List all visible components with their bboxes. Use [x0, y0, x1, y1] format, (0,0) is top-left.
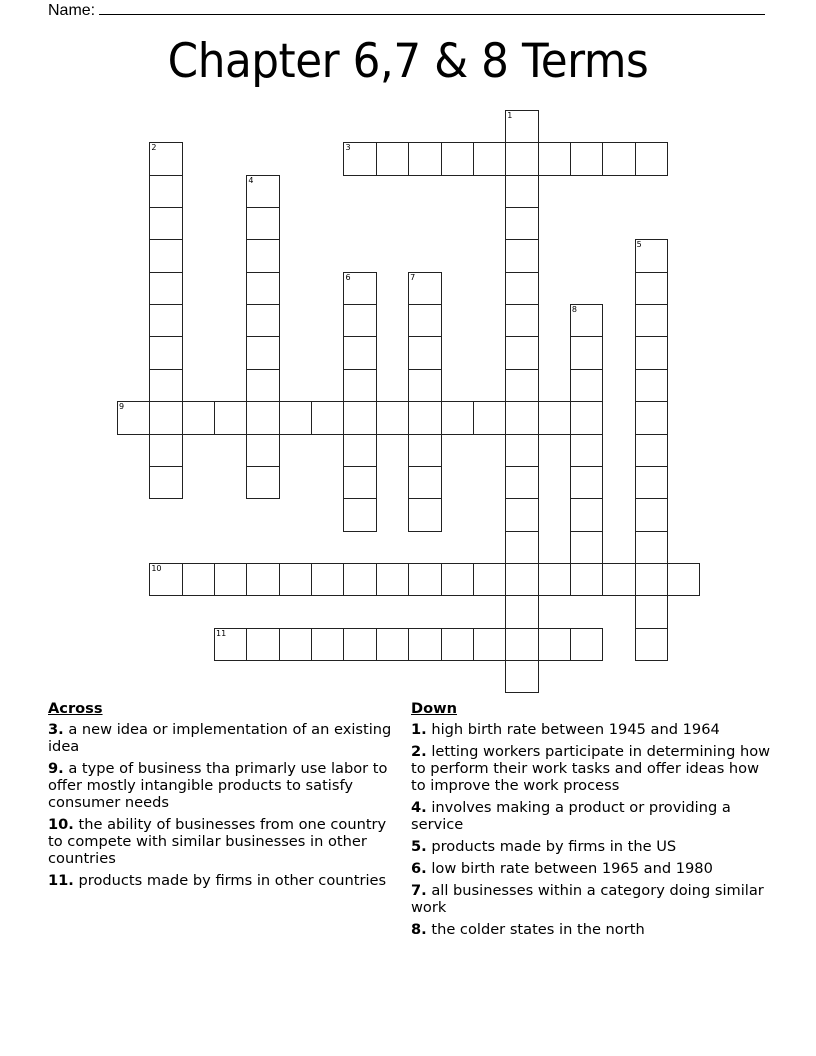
clue-number: 8.: [411, 921, 427, 938]
crossword-cell[interactable]: [505, 239, 538, 272]
crossword-cell[interactable]: [343, 336, 376, 369]
crossword-cell[interactable]: [343, 142, 376, 175]
clue-across-9: [48, 760, 398, 811]
crossword-cell[interactable]: [570, 498, 603, 531]
crossword-cell[interactable]: [635, 142, 668, 175]
clue-down-5: [411, 838, 771, 855]
clue-text: products made by firms in other countries: [73, 872, 387, 889]
crossword-cell[interactable]: [635, 531, 668, 564]
clue-text: a type of business tha primarly use labor to offer mostly intangible products to satisfy consumer needs: [48, 760, 388, 811]
clue-number: 9.: [48, 760, 64, 777]
crossword-cell[interactable]: [376, 628, 409, 661]
clue-across-10: [48, 816, 398, 867]
crossword-cell[interactable]: [505, 660, 538, 693]
down-clues: [411, 700, 771, 943]
crossword-cell[interactable]: [635, 401, 668, 434]
crossword-cell[interactable]: [667, 563, 700, 596]
clue-text: low birth rate between 1965 and 1980: [426, 860, 713, 877]
clue-across-11: [48, 872, 398, 889]
crossword-cell[interactable]: [343, 498, 376, 531]
crossword-cell[interactable]: [505, 466, 538, 499]
crossword-cell[interactable]: [246, 401, 279, 434]
crossword-cell[interactable]: [376, 142, 409, 175]
clue-number: 3.: [48, 721, 64, 738]
clue-number: 2.: [411, 743, 427, 760]
cell-number: 4: [248, 175, 254, 185]
crossword-cell[interactable]: [570, 531, 603, 564]
crossword-cell[interactable]: [343, 369, 376, 402]
crossword-cell[interactable]: [635, 563, 668, 596]
crossword-cell[interactable]: [635, 595, 668, 628]
crossword-cell[interactable]: [343, 304, 376, 337]
crossword-cell[interactable]: [246, 563, 279, 596]
crossword-cell[interactable]: [149, 304, 182, 337]
crossword-cell[interactable]: [246, 207, 279, 240]
clue-down-4: [411, 799, 771, 833]
crossword-cell[interactable]: [149, 369, 182, 402]
crossword-cell[interactable]: [343, 628, 376, 661]
crossword-cell[interactable]: [408, 272, 441, 305]
crossword-cell[interactable]: [570, 401, 603, 434]
crossword-cell[interactable]: [149, 401, 182, 434]
crossword-cell[interactable]: [279, 563, 312, 596]
crossword-cell[interactable]: [246, 304, 279, 337]
crossword-cell[interactable]: [570, 304, 603, 337]
cell-number: 8: [571, 305, 577, 315]
crossword-cell[interactable]: [473, 563, 506, 596]
clue-down-1: [411, 721, 771, 738]
crossword-cell[interactable]: [311, 563, 344, 596]
clue-down-2: [411, 743, 771, 794]
cell-number: 1: [507, 111, 513, 120]
crossword-cell[interactable]: [343, 466, 376, 499]
crossword-cell[interactable]: [246, 336, 279, 369]
crossword-cell[interactable]: [246, 272, 279, 305]
crossword-cell[interactable]: [635, 434, 668, 467]
crossword-cell[interactable]: [538, 628, 571, 661]
crossword-cell[interactable]: [246, 434, 279, 467]
across-clues: [48, 700, 398, 894]
crossword-cell[interactable]: [635, 628, 668, 661]
crossword-cell[interactable]: [505, 110, 538, 143]
page-title: Chapter 6,7 & 8 Terms: [167, 34, 649, 89]
crossword-cell[interactable]: [505, 369, 538, 402]
clue-number: 7.: [411, 882, 427, 899]
clue-number: 6.: [411, 860, 427, 877]
crossword-cell[interactable]: [408, 498, 441, 531]
crossword-cell[interactable]: [570, 563, 603, 596]
clue-text: a new idea or implementation of an existing idea: [48, 721, 392, 755]
crossword-cell[interactable]: [473, 142, 506, 175]
crossword-cell[interactable]: [279, 628, 312, 661]
crossword-cell[interactable]: [246, 628, 279, 661]
clue-text: involves making a product or providing a service: [411, 799, 731, 833]
crossword-cell[interactable]: [538, 401, 571, 434]
clue-text: the ability of businesses from one country to compete with similar businesses in other countries: [48, 816, 387, 867]
clue-across-3: [48, 721, 398, 755]
crossword-cell[interactable]: [441, 628, 474, 661]
crossword-cell[interactable]: [505, 304, 538, 337]
cell-number: 7: [410, 272, 416, 282]
crossword-cell[interactable]: [376, 401, 409, 434]
crossword-cell[interactable]: [570, 466, 603, 499]
crossword-cell[interactable]: [538, 563, 571, 596]
clue-number: 10.: [48, 816, 74, 833]
crossword-cell[interactable]: [408, 466, 441, 499]
across-heading: Across: [48, 700, 103, 717]
crossword-cell[interactable]: [279, 401, 312, 434]
crossword-cell[interactable]: [408, 563, 441, 596]
clue-down-6: [411, 860, 771, 877]
crossword-cell[interactable]: [311, 628, 344, 661]
cell-number: 3: [345, 143, 351, 153]
cell-number: 11: [216, 628, 227, 638]
crossword-cell[interactable]: [214, 563, 247, 596]
crossword-cell[interactable]: [408, 628, 441, 661]
clue-down-7: [411, 882, 771, 916]
crossword-cell[interactable]: [570, 336, 603, 369]
crossword-cell[interactable]: [505, 401, 538, 434]
crossword-cell[interactable]: [214, 628, 247, 661]
crossword-cell[interactable]: [441, 563, 474, 596]
crossword-cell[interactable]: [635, 304, 668, 337]
crossword-cell[interactable]: [441, 401, 474, 434]
crossword-cell[interactable]: [505, 272, 538, 305]
crossword-cell[interactable]: [505, 142, 538, 175]
crossword-cell[interactable]: [473, 401, 506, 434]
crossword-cell[interactable]: [343, 434, 376, 467]
crossword-cell[interactable]: [343, 401, 376, 434]
crossword-cell[interactable]: [635, 239, 668, 272]
cell-number: 10: [151, 563, 162, 573]
crossword-cell[interactable]: [505, 175, 538, 208]
crossword-cell[interactable]: [408, 336, 441, 369]
clue-down-8: [411, 921, 771, 938]
crossword-cell[interactable]: [149, 563, 182, 596]
cell-number: 2: [151, 143, 157, 153]
crossword-cell[interactable]: [149, 239, 182, 272]
cell-number: 6: [345, 272, 351, 282]
crossword-cell[interactable]: [441, 142, 474, 175]
clue-number: 4.: [411, 799, 427, 816]
crossword-cell[interactable]: [343, 563, 376, 596]
clue-number: 1.: [411, 721, 427, 738]
clue-text: letting workers participate in determining how to perform their work tasks and offer ideas how to improve the work process: [411, 743, 771, 794]
crossword-cell[interactable]: [376, 563, 409, 596]
crossword-cell[interactable]: [505, 207, 538, 240]
crossword-cell[interactable]: [246, 239, 279, 272]
crossword-cell[interactable]: [408, 434, 441, 467]
clue-text: products made by firms in the US: [426, 838, 677, 855]
crossword-cell[interactable]: [505, 336, 538, 369]
crossword-cell[interactable]: [635, 498, 668, 531]
clue-text: all businesses within a category doing similar work: [411, 882, 764, 916]
crossword-cell[interactable]: [570, 434, 603, 467]
crossword-cell[interactable]: [246, 466, 279, 499]
crossword-cell[interactable]: [246, 175, 279, 208]
crossword-cell[interactable]: [149, 272, 182, 305]
crossword-cell[interactable]: [408, 142, 441, 175]
crossword-cell[interactable]: [343, 272, 376, 305]
crossword-cell[interactable]: [408, 401, 441, 434]
crossword-cell[interactable]: [570, 369, 603, 402]
cell-number: 5: [636, 240, 642, 250]
crossword-cell[interactable]: [505, 434, 538, 467]
crossword-cell[interactable]: [149, 434, 182, 467]
crossword-cell[interactable]: [635, 369, 668, 402]
crossword-cell[interactable]: [214, 401, 247, 434]
crossword-cell[interactable]: [570, 142, 603, 175]
crossword-cell[interactable]: [505, 628, 538, 661]
crossword-cell[interactable]: [602, 142, 635, 175]
clue-text: high birth rate between 1945 and 1964: [426, 721, 720, 738]
crossword-cell[interactable]: [538, 142, 571, 175]
crossword-cell[interactable]: [505, 595, 538, 628]
clue-number: 11.: [48, 872, 74, 889]
name-label: Name:: [48, 2, 96, 19]
crossword-cell[interactable]: [505, 498, 538, 531]
crossword-cell[interactable]: [505, 531, 538, 564]
crossword-cell[interactable]: [149, 207, 182, 240]
crossword-cell[interactable]: [311, 401, 344, 434]
crossword-cell[interactable]: [408, 304, 441, 337]
crossword-cell[interactable]: [149, 175, 182, 208]
crossword-cell[interactable]: [635, 336, 668, 369]
clue-text: the colder states in the north: [426, 921, 645, 938]
clue-number: 5.: [411, 838, 427, 855]
crossword-cell[interactable]: [635, 272, 668, 305]
crossword-cell[interactable]: [149, 336, 182, 369]
crossword-cell[interactable]: [117, 401, 150, 434]
crossword-cell[interactable]: [635, 466, 668, 499]
down-heading: Down: [411, 700, 458, 717]
crossword-cell[interactable]: [505, 563, 538, 596]
crossword-cell[interactable]: [473, 628, 506, 661]
crossword-cell[interactable]: [246, 369, 279, 402]
crossword-cell[interactable]: [182, 563, 215, 596]
crossword-cell[interactable]: [149, 466, 182, 499]
cell-number: 9: [119, 402, 125, 412]
crossword-cell[interactable]: [182, 401, 215, 434]
crossword-cell[interactable]: [408, 369, 441, 402]
crossword-cell[interactable]: [149, 142, 182, 175]
crossword-cell[interactable]: [570, 628, 603, 661]
crossword-cell[interactable]: [602, 563, 635, 596]
